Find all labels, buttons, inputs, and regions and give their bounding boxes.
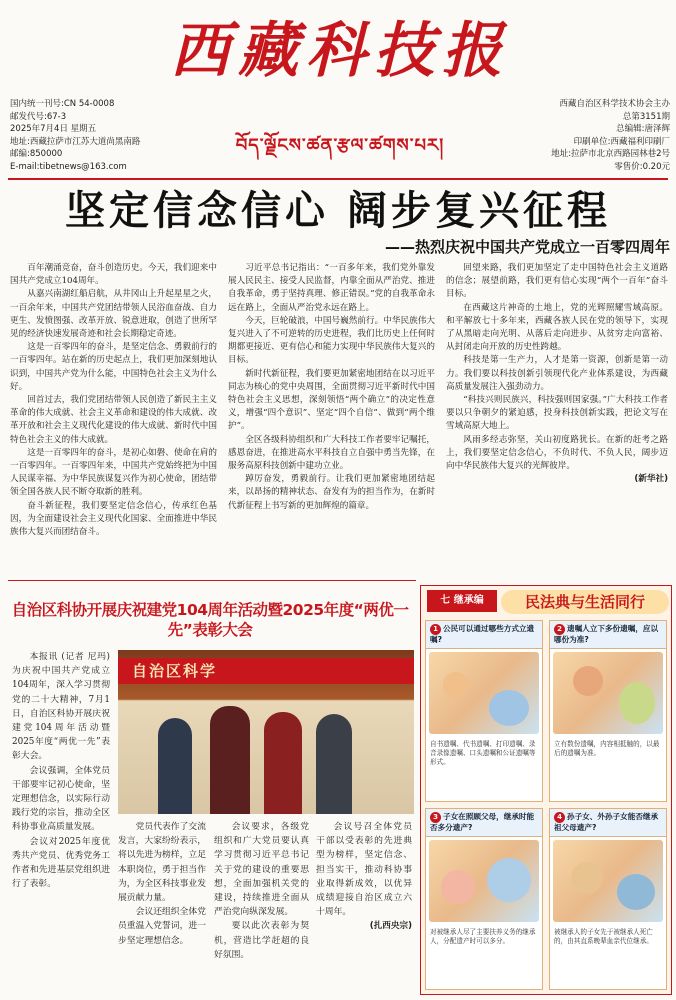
- story-column-1: [12, 650, 110, 995]
- printer-line: 印刷单位:西藏福利印刷厂: [573, 136, 670, 147]
- civil-code-panel: [420, 585, 672, 995]
- qa-question-text: 遗嘱人立下多份遗嘱，应以哪份为准?: [554, 624, 659, 644]
- paragraph: 会议对2025年度优秀共产党员、优秀党务工作者和先进基层党组织进行了表彰。: [12, 836, 110, 890]
- qa-number: 2: [554, 624, 565, 635]
- qa-answer: 被继承人的子女先于被继承人死亡的，由其直系晚辈血亲代位继承。: [554, 928, 653, 945]
- paragraph: 回望来路，我们更加坚定了走中国特色社会主义道路的信念；展望前路，我们更有信心实现“两个一百年”奋斗目标。: [446, 263, 668, 300]
- lead-headline: 坚定信念信心 阔步复兴征程: [65, 188, 611, 234]
- paragraph: 回首过去，我们党团结带领人民创造了新民主主义革命的伟大成就、社会主义革命和建设的伟大成就、改革开放和社会主义现代化建设的伟大成就、新时代中国特色社会主义的伟大成就。: [10, 395, 217, 445]
- qa-answer: 自书遗嘱、代书遗嘱、打印遗嘱、录音录像遗嘱、口头遗嘱和公证遗嘱等形式。: [430, 740, 536, 766]
- paragraph: “科技兴则民族兴，科技强则国家强。”广大科技工作者要以只争朝夕的紧迫感，投身科技创新实践，把论文写在雪域高原大地上。: [446, 395, 668, 432]
- lead-column-3: [446, 262, 668, 580]
- price-line: 零售价:0.20元: [614, 161, 670, 172]
- illustration: [553, 840, 663, 922]
- qa-card: [549, 808, 667, 990]
- paragraph: 这是一百零四年的奋斗，是坚定信念、勇毅前行的一百零四年。站在新的历史起点上，我们更加深刻地认识到，中国共产党为什么能，中国特色社会主义为什么好。: [10, 342, 217, 392]
- qa-answer: 对被继承人尽了主要扶养义务的继承人，分配遗产时可以多分。: [430, 928, 536, 945]
- qa-question-text: 孙子女、外孙子女能否继承祖父母遗产?: [554, 812, 659, 832]
- paragraph: 会议还组织全体党员重温入党誓词，进一步坚定理想信念。: [118, 907, 206, 946]
- photo-banner-text: 自治区科学: [118, 658, 414, 684]
- person-figure: [210, 706, 250, 814]
- paragraph: 全区各级科协组织和广大科技工作者要牢记嘱托，感恩奋进，在推进高水平科技自立自强中勇当先锋，在服务高原科技创新中建功立业。: [228, 434, 435, 472]
- zip-line: 邮编:850000: [10, 149, 63, 159]
- paragraph: 风雨多经志弥坚，关山初度路犹长。在新的赶考之路上，我们要坚定信念信心，不负时代、不负人民，阔步迈向中华民族伟大复兴的光辉彼岸。: [446, 434, 668, 472]
- person-figure: [158, 718, 192, 814]
- section-divider: [8, 580, 416, 581]
- story-column-2: [118, 820, 206, 995]
- lead-signature: (新华社): [634, 474, 668, 485]
- story-headline: 自治区科协开展庆祝建党104周年活动暨2025年度“两优一先”表彰大会: [11, 601, 409, 639]
- section-tag: 七 继承编: [427, 590, 497, 612]
- person-figure: [264, 712, 302, 814]
- newspaper-title: 西藏科技报: [170, 16, 510, 86]
- qa-card: [425, 620, 543, 802]
- masthead: [0, 0, 676, 178]
- paragraph: 从嘉兴南湖红船启航，从井冈山上升起星星之火，一百余年来，中国共产党团结带领人民浴血奋战、自力更生、发愤图强、改革开放、锐意进取，创造了世所罕见的经济快速发展奇迹和社会长期稳定奇迹。: [10, 289, 217, 340]
- qa-card: [549, 620, 667, 802]
- qa-question: [550, 809, 666, 837]
- masthead-divider: [8, 178, 668, 180]
- paragraph: 这是一百零四年的奋斗，是初心如磐、使命在肩的一百零四年。一百零四年来，中国共产党始终把为中国人民谋幸福、为中华民族谋复兴作为初心使命，团结带领全国各族人民不断夺取新的胜利。: [10, 447, 217, 498]
- person-figure: [316, 714, 352, 814]
- lead-column-2: [228, 262, 435, 580]
- postal-code-line: 邮发代号:67-3: [10, 111, 67, 122]
- paragraph: 新时代新征程，我们要更加紧密地团结在以习近平同志为核心的党中央周围，全面贯彻习近平新时代中国特色社会主义思想，深刻领悟“两个确立”的决定性意义，增强“四个意识”、坚定“四个自信”、做到“两个维护”。: [228, 368, 435, 432]
- paragraph: 奋斗新征程，我们要坚定信念信心，传承红色基因，为全面建设社会主义现代化国家、全面推进中华民族伟大复兴而团结奋斗。: [10, 500, 217, 538]
- qa-question: [426, 621, 542, 649]
- printer-address-line: 地址:拉萨市北京西路园林巷2号: [551, 149, 670, 159]
- issn-line: 国内统一刊号:CN 54-0008: [10, 99, 115, 109]
- qa-number: 1: [430, 624, 441, 635]
- illustration: [429, 652, 539, 734]
- qa-question-text: 子女在照顾父母，继承时能否多分遗产?: [430, 812, 535, 832]
- paragraph: 科技是第一生产力，人才是第一资源，创新是第一动力。我们要以科技创新引领现代化产业体系建设，为西藏高质量发展注入强劲动力。: [446, 355, 668, 392]
- paragraph: 党员代表作了交流发言，大家纷纷表示，将以先进为榜样，立足本职岗位，勇于担当作为，为全区科技事业发展贡献力量。: [118, 822, 206, 904]
- address-line: 地址:西藏拉萨市江苏大道尚黑南路: [10, 136, 141, 147]
- qa-number: 3: [430, 812, 441, 823]
- qa-question: [426, 809, 542, 837]
- qa-number: 4: [554, 812, 565, 823]
- paragraph: 会议要求，各级党组织和广大党员要认真学习贯彻习近平总书记关于党的建设的重要思想，全面加强机关党的建设，持续推进全面从严治党向纵深发展。: [214, 822, 309, 918]
- paragraph: 在西藏这片神奇的土地上，党的光辉照耀雪域高原。和平解放七十多年来，西藏各族人民在党的领导下，实现了从黑暗走向光明、从落后走向进步、从贫穷走向富裕、从封闭走向开放的历史性跨越。: [446, 302, 668, 353]
- qa-card: [425, 808, 543, 990]
- issue-number-line: 总第3151期: [622, 111, 670, 122]
- illustration: [553, 652, 663, 734]
- panel-title: 民法典与生活同行: [501, 590, 669, 614]
- paragraph: 本报讯 (记者 尼玛)为庆祝中国共产党成立104周年，深入学习贯彻党的二十大精神，7月1日，自治区科协开展庆祝建党104周年活动暨2025年度“两优一先”表彰大会。: [12, 652, 110, 762]
- story-photo: [118, 650, 414, 814]
- paragraph: 会议强调，全体党员干部要牢记初心使命，坚定理想信念，以实际行动践行党的宗旨，推动全区科协事业高质量发展。: [12, 765, 110, 833]
- paragraph: 会议号召全体党员干部以受表彰的先进典型为榜样，坚定信念、担当实干，推动科协事业取得新成效，以优异成绩迎接自治区成立六十周年。: [316, 822, 412, 918]
- paragraph: 百年潮涌竞奋，奋斗创造历史。今天，我们迎来中国共产党成立104周年。: [10, 263, 217, 287]
- email-line: E-mail:tibetnews@163.com: [10, 161, 127, 172]
- paragraph: 今天，巨轮破浪，中国号巍然前行。中华民族伟大复兴进入了不可逆转的历史进程，我们比历史上任何时期都更接近、更有信心和能力实现中华民族伟大复兴的目标。: [228, 315, 435, 366]
- paragraph: 习近平总书记指出：“一百多年来，我们党外靠发展人民民主、接受人民监督，内靠全面从严治党、推进自我革命，勇于坚持真理、修正错误。”党的自我革命永远在路上，全面从严治党永远在路上。: [228, 263, 435, 313]
- qa-question-text: 公民可以通过哪些方式立遗嘱?: [430, 624, 535, 644]
- paragraph: 踔厉奋发，勇毅前行。让我们更加紧密地团结起来，以昂扬的精神状态、奋发有为的担当作为，在新时代新征程上书写新的更加辉煌的篇章。: [228, 474, 435, 511]
- publisher-line: 西藏自治区科学技术协会主办: [559, 99, 670, 109]
- illustration: [429, 840, 539, 922]
- date-line: 2025年7月4日 星期五: [10, 124, 97, 134]
- qa-answer: 立有数份遗嘱，内容相抵触的，以最后的遗嘱为准。: [554, 740, 660, 757]
- paragraph: 要以此次表彰为契机，营造比学赶超的良好氛围。: [214, 921, 309, 960]
- story-column-4: [316, 820, 412, 995]
- qa-question: [550, 621, 666, 649]
- lead-subhead: ——热烈庆祝中国共产党成立一百零四周年: [384, 238, 670, 256]
- editor-line: 总编辑:唐泽辉: [616, 124, 670, 134]
- story-column-3: [214, 820, 309, 995]
- story-signature: (扎西央宗): [369, 921, 412, 932]
- masthead-right-info: [530, 98, 670, 173]
- lead-column-1: [10, 262, 217, 580]
- masthead-left-info: [10, 98, 180, 173]
- tibetan-title: བོད་ལྗོངས་ཚན་རྩལ་ཚགས་པར།: [235, 135, 445, 156]
